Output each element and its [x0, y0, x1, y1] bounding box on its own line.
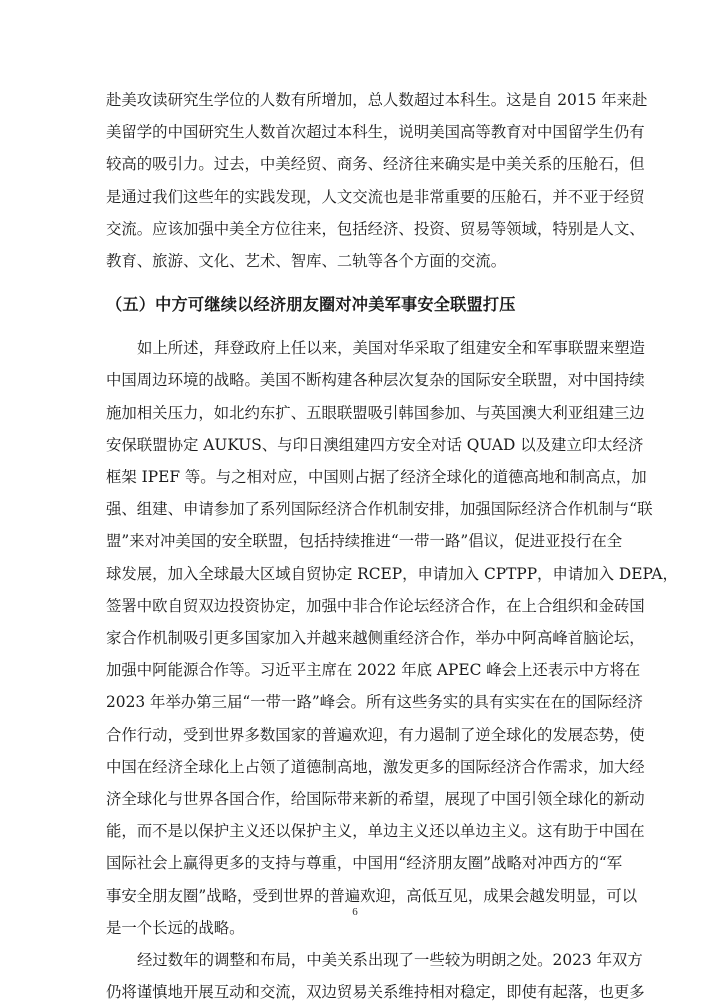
page-number: 6: [352, 906, 358, 918]
text-line: 交流。应该加强中美全方位往来，包括经济、投资、贸易等领域，特别是人文、: [106, 219, 645, 238]
text-line: 安保联盟协定 AUKUS、与印日澳组建四方安全对话 QUAD 以及建立印太经济: [106, 435, 644, 454]
text-line: 强、组建、申请参加了系列国际经济合作机制安排，加强国际经济合作机制与“联: [106, 500, 653, 519]
text-line: 2023 年举办第三届“一带一路”峰会。所有这些务实的具有实实在在的国际经济: [106, 693, 643, 712]
text-line: 施加相关压力，如北约东扩、五眼联盟吸引韩国参加、与英国澳大利亚组建三边: [106, 403, 645, 422]
text-line: 球发展，加入全球最大区域自贸协定 RCEP，申请加入 CPTPP，申请加入 DEPA，: [106, 564, 678, 583]
text-line: 合作行动，受到世界多数国家的普遍欢迎，有力遏制了逆全球化的发展态势，使: [106, 725, 645, 744]
text-line: 家合作机制吸引更多国家加入并越来越侧重经济合作，举办中阿高峰首脑论坛，: [106, 629, 645, 648]
section-heading: （五）中方可继续以经济朋友圈对冲美军事安全联盟打压: [106, 295, 516, 315]
text-line: 教育、旅游、文化、艺术、智库、二轨等各个方面的交流。: [106, 252, 507, 271]
text-line: 仍将谨慎地开展互动和交流，双边贸易关系维持相对稳定，即使有起落，也更多: [106, 983, 645, 1002]
text-line: 美留学的中国研究生人数首次超过本科生，说明美国高等教育对中国留学生仍有: [106, 123, 645, 142]
text-line: 如上所述，拜登政府上任以来，美国对华采取了组建安全和军事联盟来塑造: [137, 339, 645, 358]
text-line: 框架 IPEF 等。与之相对应，中国则占据了经济全球化的道德高地和制高点，加: [106, 468, 647, 487]
text-line: 济全球化与世界各国合作，给国际带来新的希望，展现了中国引领全球化的新动: [106, 790, 645, 809]
text-line: 较高的吸引力。过去，中美经贸、商务、经济往来确实是中美关系的压舱石，但: [106, 155, 645, 174]
text-line: 盟”来对冲美国的安全联盟，包括持续推进“一带一路”倡议，促进亚投行在全: [106, 532, 623, 551]
text-line: 中国在经济全球化上占领了道德制高地，激发更多的国际经济合作需求，加大经: [106, 757, 645, 776]
text-line: 经过数年的调整和布局，中美关系出现了一些较为明朗之处。2023 年双方: [137, 951, 643, 970]
paragraph-3: [106, 944, 645, 1008]
text-line: 是一个长远的战略。: [106, 918, 245, 937]
text-line: 加强中阿能源合作等。习近平主席在 2022 年底 APEC 峰会上还表示中方将在: [106, 661, 641, 680]
text-line: 签署中欧自贸双边投资协定，加强中非合作论坛经济合作，在上合组织和金砖国: [106, 596, 645, 615]
text-line: 能，而不是以保护主义还以保护主义，单边主义还以单边主义。这有助于中国在: [106, 822, 645, 841]
text-line: 国际社会上赢得更多的支持与尊重，中国用“经济朋友圈”战略对冲西方的“军: [106, 854, 623, 873]
text-line: 赴美攻读研究生学位的人数有所增加，总人数超过本科生。这是自 2015 年来赴: [106, 91, 648, 109]
text-line: 是通过我们这些年的实践发现，人文交流也是非常重要的压舱石，并不亚于经贸: [106, 187, 645, 206]
text-line: 中国周边环境的战略。美国不断构建各种层次复杂的国际安全联盟，对中国持续: [106, 371, 645, 390]
paragraph-2: [106, 332, 678, 944]
text-line: 事安全朋友圈”战略，受到世界的普遍欢迎，高低互见，成果会越发明显，可以: [106, 886, 638, 905]
document-page: [106, 84, 678, 1008]
paragraph-1: [106, 84, 648, 277]
